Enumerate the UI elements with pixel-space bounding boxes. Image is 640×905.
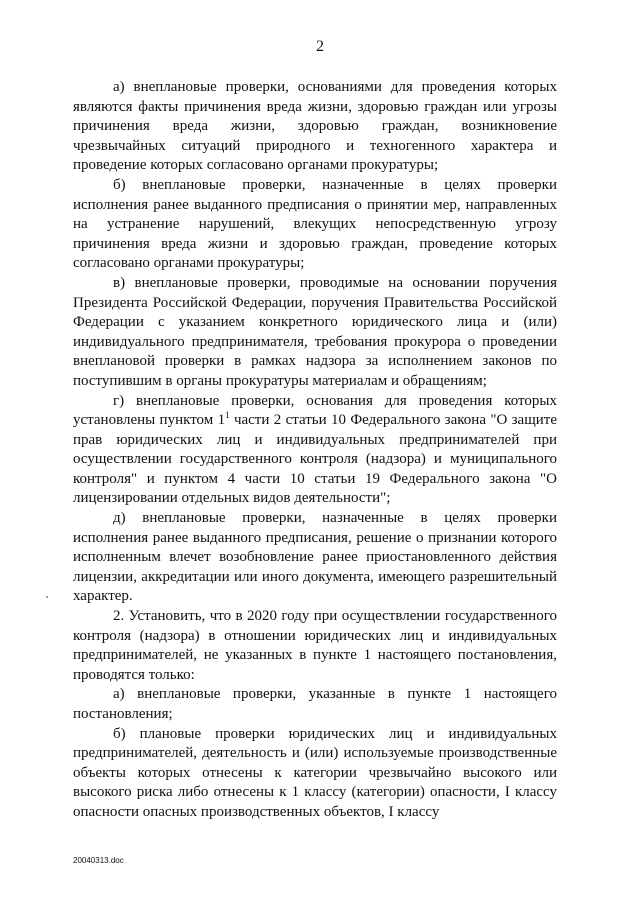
paragraph-v: в) внеплановые проверки, проводимые на основании поручения Президента Российской Федерации, поручения Правительства Российской Федерации с указанием конкретного юридического лица и (или) индивидуального предпринимателя, требования прокурора о проведении внеплановой проверки в рамках надзора за исполнением законов по поступившим в органы прокуратуры материалам и обращениям; — [73, 274, 557, 389]
document-body — [73, 78, 557, 823]
paragraph-g — [73, 392, 557, 510]
paragraph-2b: б) плановые проверки юридических лиц и индивидуальных предпринимателей, деятельность и (или) используемые производственные объекты которых отнесены к категории чрезвычайно высокого или высокого риска либо отнесены к 1 классу (категории) опасности, I классу опасности опасных производственных объектов, I классу — [73, 725, 557, 820]
paragraph-g-superscript: 1 — [225, 410, 230, 421]
paragraph-b: б) внеплановые проверки, назначенные в целях проверки исполнения ранее выданного предписания о принятии мер, направленных на устранение нарушений, влекущих непосредственную угрозу причинения вреда жизни и здоровью граждан, проведение которых согласовано органами прокуратуры; — [73, 176, 557, 272]
paragraph-2a: а) внеплановые проверки, указанные в пункте 1 настоящего постановления; — [73, 686, 557, 722]
paragraph-a: а) внеплановые проверки, основаниями для проведения которых являются факты причинения вреда жизни, здоровью граждан или угрозы причинения вреда жизни, здоровью граждан, возникновение чрезвычайных ситуаций природного и техногенного характера и проведение которых согласовано органами прокуратуры; — [73, 79, 557, 174]
scan-speck — [46, 596, 48, 598]
paragraph-g-text-start: г) внеплановые проверки, основания для проведения которых установлены пунктом 1 — [73, 392, 557, 429]
paragraph-2: 2. Установить, что в 2020 году при осуществлении государственного контроля (надзора) в отношении юридических лиц и индивидуальных предпринимателей, не указанных в пункте 1 настоящего постановления, проводятся только: — [73, 608, 557, 683]
footer-filename: 20040313.doc — [73, 856, 124, 865]
paragraph-g-text-end: части 2 статьи 10 Федерального закона "О защите прав юридических лиц и индивидуальных предпринимателей при осуществлении государственного контроля (надзора) и муниципального контроля" и пунктом 4 части 10 статьи 19 Федерального закона "О лицензировании отдельных видов деятельности"; — [73, 412, 557, 507]
paragraph-d: д) внеплановые проверки, назначенные в целях проверки исполнения ранее выданного предписания, решение о признании которого исполненным влечет возобновление ранее приостановленного действия лицензии, аккредитации или иного документа, имеющего разрешительный характер. — [73, 510, 557, 605]
page-number: 2 — [316, 38, 324, 55]
